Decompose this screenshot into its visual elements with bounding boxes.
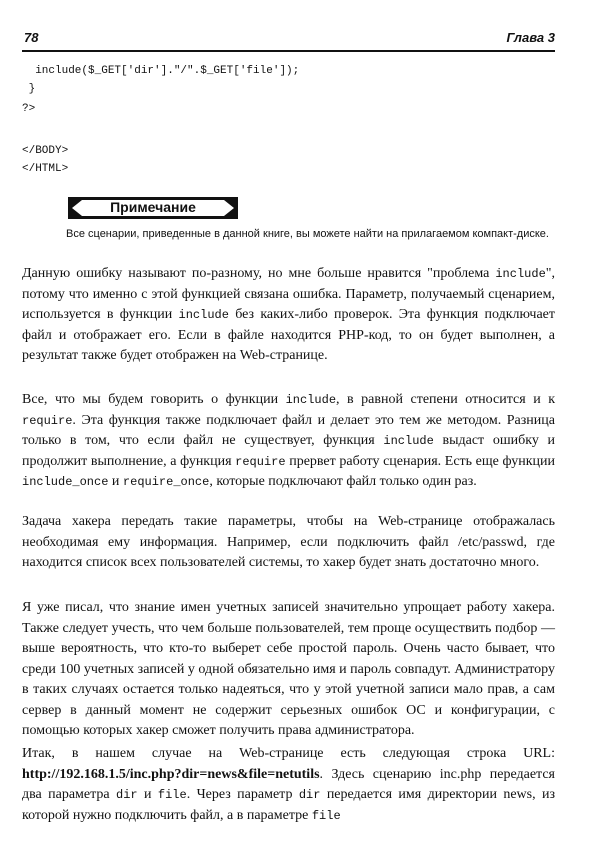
code-line: } bbox=[22, 83, 36, 95]
paragraph-2: Все, что мы будем говорить о функции include, в равной степени относится и к require. Эта функция также подключает файл и делает это тем же методом. Разница только в том, что если файл не существует, функция include выдаст ошибку и продолжит выполнение, а функция require прервет работу сценария. Есть еще функции include_once и require_once, которые подключают файл только один раз. bbox=[22, 392, 556, 489]
paragraph-5: Итак, в нашем случае на Web-странице есть следующая строка URL: http://192.168.1.5/inc.php?dir=news&file=netutils. Здесь сценарию inc.php передается два параметра dir и file. Через параметр dir передается имя директории news, из которой нужно подключить файл, а в параметре file bbox=[22, 746, 555, 823]
paragraph-3: Задача хакера передать такие параметры, чтобы на Web-странице отображалась необходимая ему информация. Например, если подключить файл /etc/passwd, где находится список всех пользователей системы, то хакер будет знать достаточно много. bbox=[22, 514, 555, 570]
note-banner bbox=[68, 197, 238, 219]
paragraph-1: Данную ошибку называют по-разному, но мне больше нравится "проблема include", потому что именно с этой функцией связана ошибка. Параметр, получаемый сценарием, используется в функции include без каких-либо проверок. Эта функция подключает файл и отображает его. Если в файле находится PHP-код, то он будет выполнен, а результат также будет отображен на Web-странице. bbox=[22, 266, 556, 363]
paragraph-4: Я уже писал, что знание имен учетных записей значительно упрощает работу хакера. Также следует учесть, что чем больше пользователей, тем проще осуществить подбор — выше вероятность, что кто-то выберет себе простой пароль. Очень часто бывает, что среди 100 учетных записей у одной обязательно имя и пароль совпадут. Администратору в таких случаях остается только надеяться, что у этой учетной записи мало прав, а сам сервер в данный момент не содержит серьезных ошибок ОС и конфигурации, с помощью которых хакер сможет получить права администратора. bbox=[22, 600, 555, 738]
note-text: Все сценарии, приведенные в данной книге, вы можете найти на прилагаемом компакт-диске. bbox=[66, 228, 549, 240]
page-header bbox=[22, 30, 555, 52]
chapter-title: Глава 3 bbox=[506, 30, 555, 45]
page-number: 78 bbox=[24, 30, 39, 45]
code-line: ?> bbox=[22, 103, 36, 115]
code-line: include($_GET['dir']."/".$_GET['file']); bbox=[22, 65, 300, 77]
url-text: http://192.168.1.5/inc.php?dir=news&file=netutils bbox=[22, 766, 320, 782]
code-line: </HTML> bbox=[22, 163, 69, 175]
note-title: Примечание bbox=[110, 199, 196, 215]
code-line: </BODY> bbox=[22, 145, 69, 157]
